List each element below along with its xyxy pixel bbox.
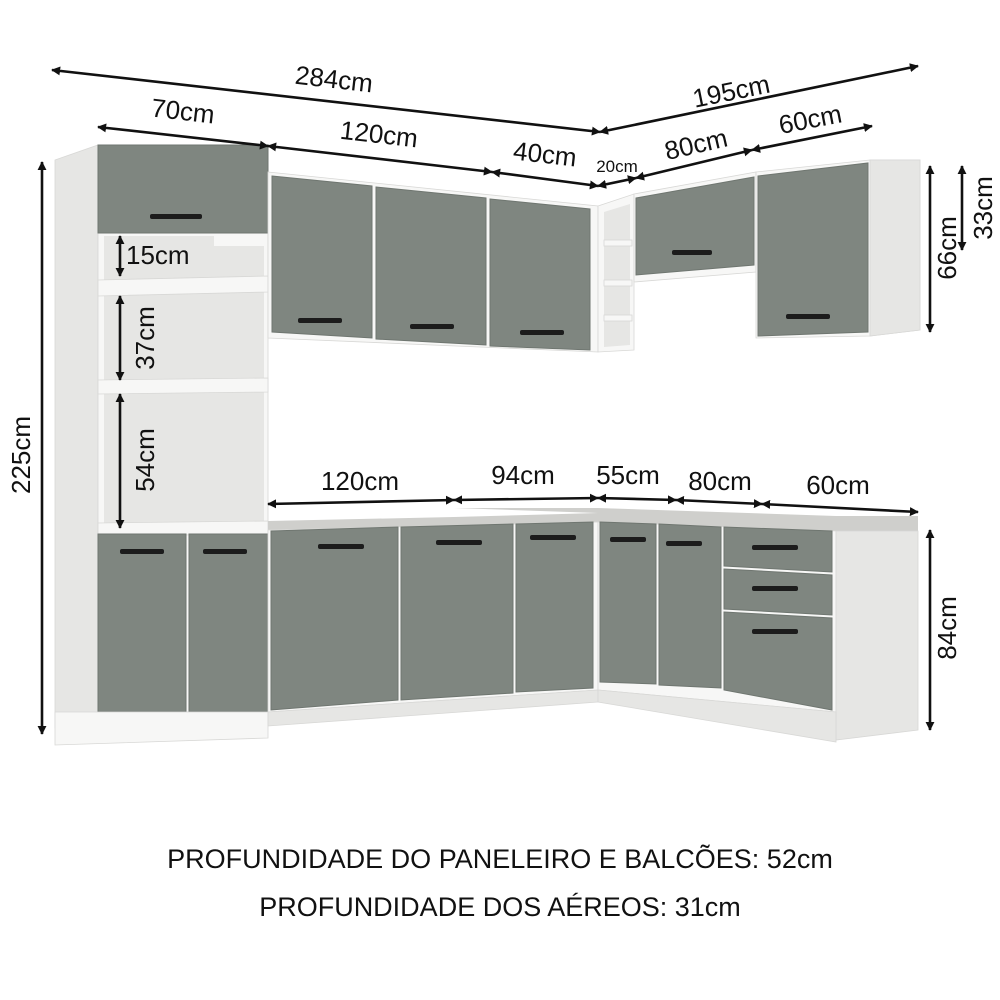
- base-handle-2: [436, 540, 482, 545]
- label-upper-shelf: 20cm: [596, 157, 638, 176]
- label-shelf-top: 15cm: [126, 240, 190, 270]
- label-shelf-middle: 37cm: [130, 306, 160, 370]
- paneleiro-upper-handle: [150, 214, 202, 219]
- base-handle-3: [530, 535, 576, 540]
- label-paneleiro-width: 70cm: [149, 92, 217, 130]
- dim-line-paneleiro-width: [98, 127, 268, 146]
- upper-door-1: [272, 176, 372, 338]
- label-upper-small-height: 33cm: [968, 176, 998, 240]
- dim-line-base-corner: [454, 498, 598, 500]
- base-right-door-2: [659, 524, 721, 688]
- label-base-height: 84cm: [932, 596, 962, 660]
- label-base-corner: 94cm: [491, 460, 555, 490]
- drawer-handle-1: [752, 545, 798, 550]
- label-upper-corner: 40cm: [511, 135, 579, 173]
- dim-line-base-return: [598, 498, 676, 500]
- label-base-run: 120cm: [320, 466, 400, 496]
- drawer-handle-2: [752, 586, 798, 591]
- upper-handle-3: [520, 330, 564, 335]
- label-overall-left: 284cm: [293, 59, 375, 99]
- base-door-3: [516, 522, 593, 692]
- label-upper-run: 120cm: [338, 114, 420, 154]
- upper-cabinets-right: [634, 160, 920, 338]
- label-upper-right-a: 80cm: [661, 122, 731, 166]
- corner-shelf-1: [604, 240, 632, 246]
- upper-right-small-handle: [672, 250, 712, 255]
- label-base-right-a: 80cm: [688, 466, 752, 496]
- paneleiro-plinth: [55, 712, 268, 745]
- dim-line-upper-run: [268, 146, 492, 172]
- dim-line-base-right-a: [676, 500, 762, 504]
- drawer-2: [724, 569, 832, 615]
- paneleiro-lower-handle-right: [203, 549, 247, 554]
- base-cabinets-left: [268, 513, 598, 726]
- label-upper-height: 66cm: [932, 216, 962, 280]
- corner-shelf-side: [604, 204, 630, 347]
- label-base-return: 55cm: [596, 460, 660, 490]
- upper-door-2: [376, 187, 486, 345]
- paneleiro-side-panel: [55, 145, 98, 728]
- dim-line-upper-shelf: [598, 178, 636, 186]
- drawer-handle-3: [752, 629, 798, 634]
- base-right-door-1: [600, 522, 656, 684]
- paneleiro-shelf-middle: [98, 378, 268, 394]
- dim-line-base-right-b: [762, 504, 918, 512]
- label-total-height: 225cm: [6, 415, 36, 495]
- base-handle-1: [318, 544, 364, 549]
- upper-handle-2: [410, 324, 454, 329]
- base-right-side: [836, 531, 918, 740]
- depth-note-base: PROFUNDIDADE DO PANELEIRO E BALCÕES: 52cm: [167, 844, 833, 874]
- depth-note-upper: PROFUNDIDADE DOS AÉREOS: 31cm: [259, 892, 741, 922]
- dim-line-base-run: [268, 500, 454, 504]
- upper-right-tall-side: [870, 160, 920, 336]
- upper-handle-1: [298, 318, 342, 323]
- upper-right-tall-handle: [786, 314, 830, 319]
- paneleiro-lower-door-left: [98, 534, 186, 712]
- corner-shelf-3: [604, 315, 632, 321]
- paneleiro-lower-handle-left: [120, 549, 164, 554]
- upper-cabinets-left: [268, 172, 598, 352]
- base-right-handle-1: [610, 537, 646, 542]
- base-door-1: [271, 527, 398, 710]
- corner-shelf-2: [604, 280, 632, 286]
- label-base-right-b: 60cm: [806, 470, 870, 500]
- paneleiro-tall-unit: [55, 145, 268, 745]
- paneleiro-upper-door: [98, 145, 268, 233]
- upper-right-tall-door: [758, 163, 868, 336]
- kitchen-illustration: [55, 145, 920, 745]
- upper-door-3: [490, 199, 590, 350]
- paneleiro-shelf-top: [98, 276, 268, 296]
- label-upper-right-b: 60cm: [776, 98, 845, 140]
- paneleiro-lower-door-right: [189, 534, 268, 712]
- base-door-2: [401, 524, 513, 700]
- base-right-handle-2: [666, 541, 702, 546]
- label-overall-right: 195cm: [689, 68, 773, 114]
- dim-line-upper-corner: [492, 172, 598, 186]
- label-shelf-bottom: 54cm: [130, 428, 160, 492]
- upper-corner-shelf: [598, 194, 634, 352]
